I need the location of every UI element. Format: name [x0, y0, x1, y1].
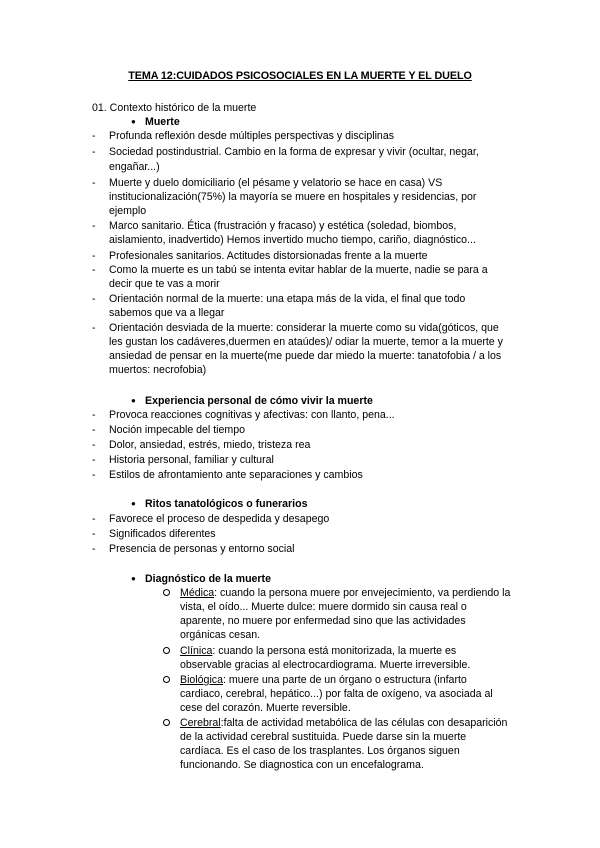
dash-marker: -	[92, 543, 96, 555]
list-item: Profesionales sanitarios. Actitudes distorsionadas frente a la muerte	[109, 250, 428, 262]
list-item: Como la muerte es un tabú se intenta evitar hablar de la muerte, nadie se para a	[109, 264, 488, 276]
list-item: Estilos de afrontamiento ante separaciones y cambios	[109, 469, 363, 481]
sub-item-text: : cuando la persona está monitorizada, la muerte es	[212, 645, 457, 657]
list-item: Favorece el proceso de despedida y desapego	[109, 513, 330, 525]
sub-item-cont: observable gracias al electrocardiograma. Muerte irreversible.	[180, 659, 471, 671]
sub-item	[180, 644, 456, 658]
list-item: Orientación normal de la muerte: una etapa más de la vida, el final que todo	[109, 293, 466, 305]
sub-item	[180, 586, 510, 600]
section-heading: 01. Contexto histórico de la muerte	[92, 102, 257, 114]
sub-item-cont: de la actividad cerebral sustituida. Puede darse sin la muerte	[180, 731, 467, 743]
sub-item-term: Cerebral	[180, 717, 221, 729]
list-item: Dolor, ansiedad, estrés, miedo, tristeza rea	[109, 439, 311, 451]
dash-marker: -	[92, 322, 96, 334]
dash-marker: -	[92, 177, 96, 189]
sub-item-cont: cese del corazón. Muerte reversible.	[180, 702, 351, 714]
heading-experiencia: Experiencia personal de cómo vivir la muerte	[145, 395, 373, 407]
sub-item-term: Biológica	[180, 674, 223, 686]
sub-item-term: Médica	[180, 587, 215, 599]
circle-bullet-icon	[163, 719, 170, 726]
dash-marker: -	[92, 439, 96, 451]
dash-marker: -	[92, 130, 96, 142]
dash-marker: -	[92, 250, 96, 262]
sub-item	[180, 716, 507, 730]
sub-item-cont: orgánicas cesan.	[180, 629, 261, 641]
list-item-cont: sabemos que va a llegar	[109, 307, 225, 319]
dash-marker: -	[92, 293, 96, 305]
dash-marker: -	[92, 513, 96, 525]
list-item: Presencia de personas y entorno social	[109, 543, 295, 555]
list-item-cont: ejemplo	[109, 205, 147, 217]
sub-item-text: : muere una parte de un órgano o estructura (infarto	[223, 674, 467, 686]
sub-item-text: :falta de actividad metabólica de las células con desaparición	[220, 717, 508, 729]
dash-marker: -	[92, 454, 96, 466]
list-item: Noción impecable del tiempo	[109, 424, 246, 436]
bullet-dot: ●	[131, 396, 136, 405]
list-item-cont: engañar...)	[109, 161, 160, 173]
sub-item-cont: funcionando. Se diagnostica con un encefalograma.	[180, 759, 424, 771]
list-item: Profunda reflexión desde múltiples perspectivas y disciplinas	[109, 130, 395, 142]
list-item-cont: ansiedad de pensar en la muerte(me puede dar miedo la muerte: tanatofobia / a los	[109, 350, 502, 362]
sub-item-cont: aparente, no muere por enfermedad sino que las actividades	[180, 615, 466, 627]
heading-ritos: Ritos tanatológicos o funerarios	[145, 498, 308, 510]
bullet-dot: ●	[131, 117, 136, 126]
heading-diagnostico: Diagnóstico de la muerte	[145, 573, 271, 585]
list-item: Sociedad postindustrial. Cambio en la forma de expresar y vivir (ocultar, negar,	[109, 146, 479, 158]
circle-bullet-icon	[163, 647, 170, 654]
list-item-cont: institucionalización(75%) la mayoría se muere en hospitales y residencias, por	[109, 191, 477, 203]
bullet-dot: ●	[131, 574, 136, 583]
sub-item-cont: cardiaco, cerebral, hepático...) por falta de oxígeno, va asociada al	[180, 688, 493, 700]
dash-marker: -	[92, 409, 96, 421]
list-item-cont: aislamiento, inadvertido) Hemos invertido mucho tiempo, cariño, diagnóstico...	[109, 234, 476, 246]
bullet-dot: ●	[131, 499, 136, 508]
list-item: Historia personal, familiar y cultural	[109, 454, 274, 466]
list-item: Significados diferentes	[109, 528, 216, 540]
sub-item-term: Clínica	[180, 645, 213, 657]
list-item-cont: les gustan los cadáveres,duermen en ataúdes)/ odiar la muerte, temor a la muerte y	[109, 336, 503, 348]
sub-item-cont: vista, el oído... Muerte dulce: muere dormido sin causa real o	[180, 601, 467, 613]
sub-item-text: : cuando la persona muere por envejecimiento, va perdiendo la	[214, 587, 511, 599]
circle-bullet-icon	[163, 589, 170, 596]
heading-muerte: Muerte	[145, 116, 180, 128]
sub-item	[180, 673, 467, 687]
dash-marker: -	[92, 220, 96, 232]
document-title: TEMA 12:CUIDADOS PSICOSOCIALES EN LA MUERTE Y EL DUELO	[128, 70, 472, 82]
list-item: Marco sanitario. Ética (frustración y fracaso) y estética (soledad, biombos,	[109, 220, 457, 232]
sub-item-cont: cardíaca. Es el caso de los trasplantes. Los órganos siguen	[180, 745, 460, 757]
list-item: Orientación desviada de la muerte: considerar la muerte como su vida(góticos, que	[109, 322, 499, 334]
dash-marker: -	[92, 528, 96, 540]
dash-marker: -	[92, 146, 96, 158]
list-item: Provoca reacciones cognitivas y afectivas: con llanto, pena...	[109, 409, 395, 421]
dash-marker: -	[92, 469, 96, 481]
dash-marker: -	[92, 424, 96, 436]
dash-marker: -	[92, 264, 96, 276]
list-item-cont: decir que te vas a morir	[109, 278, 220, 290]
list-item: Muerte y duelo domiciliario (el pésame y velatorio se hace en casa) VS	[109, 177, 443, 189]
circle-bullet-icon	[163, 676, 170, 683]
list-item-cont: muertos: necrofobia)	[109, 364, 207, 376]
